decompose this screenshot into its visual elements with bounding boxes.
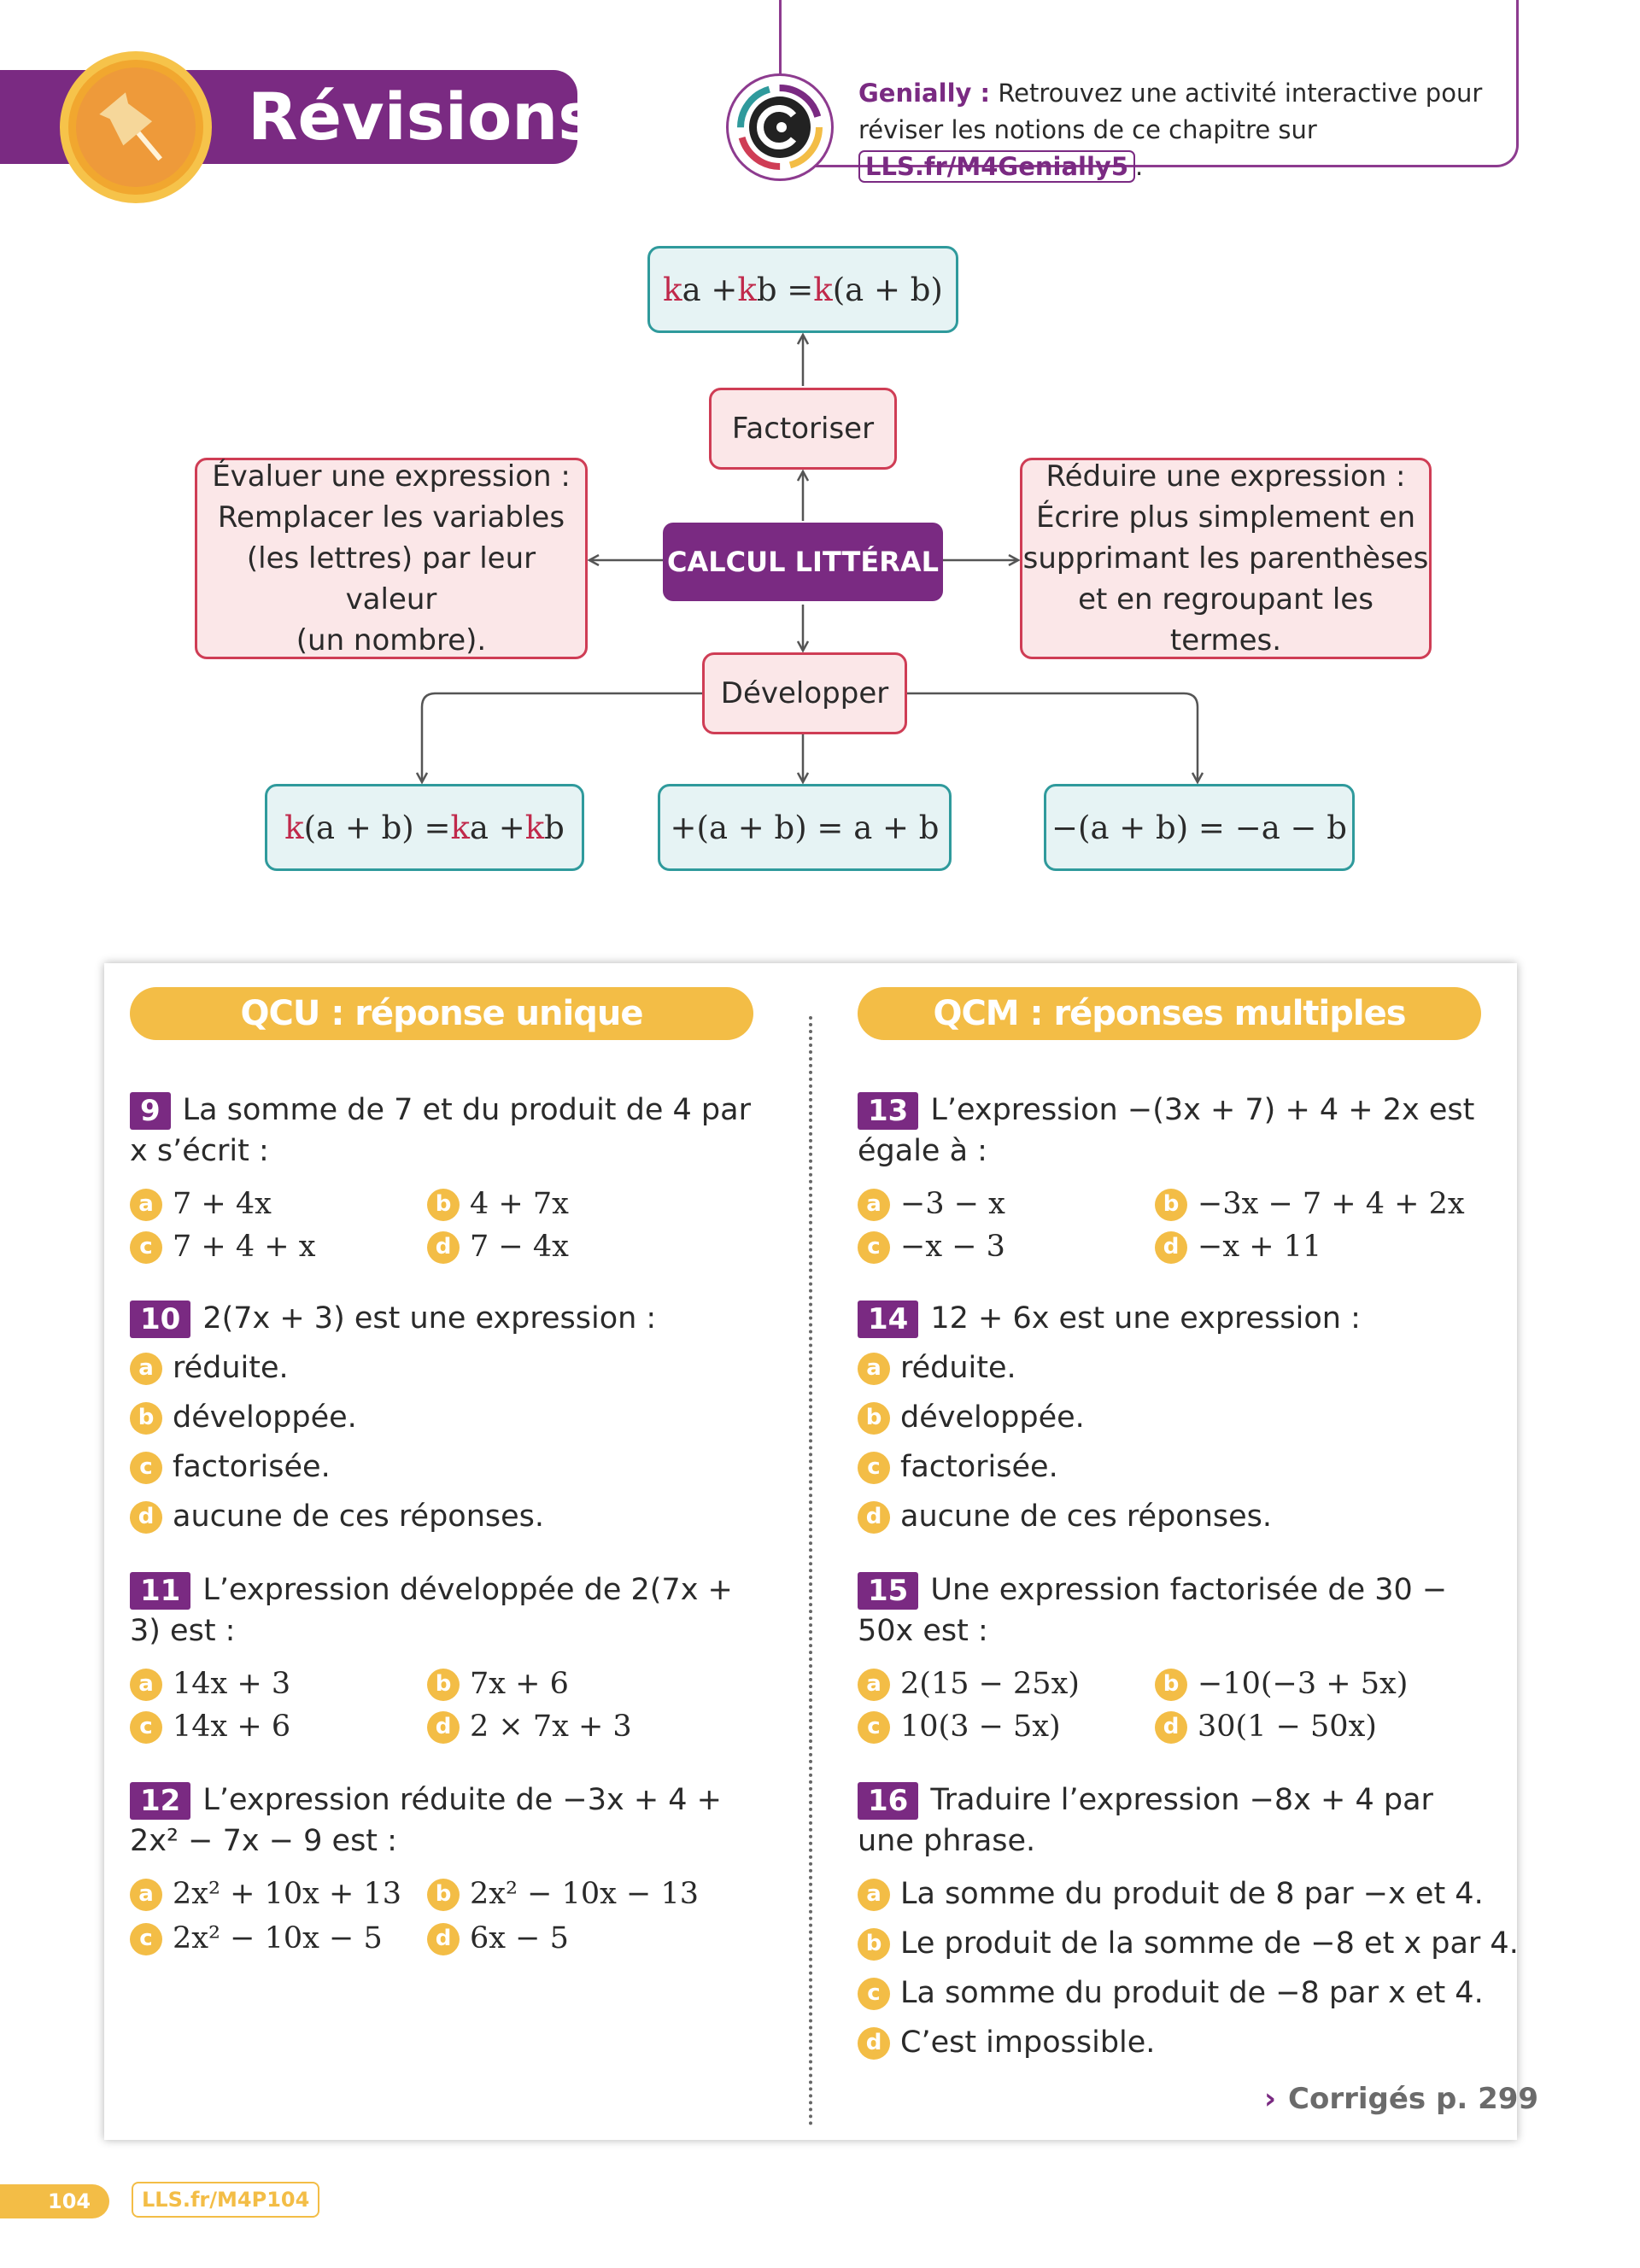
option-b[interactable]: b Le produit de la somme de −8 et x par 4. [858,1923,1519,1964]
question-text: La somme de 7 et du produit de 4 par x s’écrit : [130,1093,751,1168]
question-number: 15 [858,1572,918,1610]
question-number: 12 [130,1782,190,1820]
footer-link[interactable]: LLS.fr/M4P104 [132,2182,319,2218]
option-a[interactable]: a réduite. [858,1347,1016,1388]
question-9 [130,1090,762,1172]
question-number: 9 [130,1092,171,1130]
question-text: Traduire l’expression −8x + 4 par une phrase. [858,1783,1433,1858]
corriges-link[interactable]: › Corrigés p. 299 [1264,2082,1539,2116]
question-text: Une expression factorisée de 30 − 50x est : [858,1573,1448,1648]
option-c[interactable]: c factorisée. [130,1447,331,1488]
question-15 [858,1569,1490,1651]
chevron-right-icon: › [1264,2082,1277,2116]
question-text: 12 + 6x est une expression : [930,1301,1361,1336]
option-c[interactable]: c factorisée. [858,1447,1058,1488]
option-d[interactable]: d −x + 11 [1155,1226,1321,1267]
option-d[interactable]: d aucune de ces réponses. [858,1496,1272,1537]
question-text: L’expression réduite de −3x + 4 + 2x² − 7x − 9 est : [130,1783,723,1858]
question-text: 2(7x + 3) est une expression : [202,1301,657,1336]
option-a[interactable]: a 2(15 − 25x) [858,1663,1080,1704]
question-text: L’expression développée de 2(7x + 3) est : [130,1573,733,1648]
option-c[interactable]: c 2x² − 10x − 5 [130,1918,383,1959]
option-c[interactable]: c 10(3 − 5x) [858,1706,1061,1747]
question-text: L’expression −(3x + 7) + 4 + 2x est égale à : [858,1093,1475,1168]
option-a[interactable]: a 14x + 3 [130,1663,290,1704]
question-10 [130,1298,762,1339]
option-c[interactable]: c −x − 3 [858,1226,1005,1267]
option-a[interactable]: a 2x² + 10x + 13 [130,1873,401,1914]
question-number: 10 [130,1301,190,1338]
factoriser-box: Factoriser [709,388,897,470]
option-a[interactable]: a La somme du produit de 8 par −x et 4. [858,1873,1484,1914]
option-c[interactable]: c 14x + 6 [130,1706,290,1747]
formula-dev-3: −(a + b) = −a − b [1044,784,1355,871]
option-a[interactable]: a 7 + 4x [130,1184,272,1225]
qcu-heading: QCU : réponse unique [130,987,753,1040]
option-b[interactable]: b −3x − 7 + 4 + 2x [1155,1184,1465,1225]
option-b[interactable]: b développée. [858,1397,1085,1438]
formula-dev-1: k (a + b) = k a + k b [265,784,584,871]
option-c[interactable]: c 7 + 4 + x [130,1226,315,1267]
page-number: 104 [0,2184,109,2218]
evaluer-box: Évaluer une expression : Remplacer les variables (les lettres) par leur valeur (un nombre). [195,458,588,659]
option-b[interactable]: b 4 + 7x [427,1184,569,1225]
genially-end: . [1135,152,1144,181]
option-a[interactable]: a réduite. [130,1347,289,1388]
option-a[interactable]: a −3 − x [858,1184,1005,1225]
formula-factor: k a + k b = k (a + b) [647,246,958,333]
question-13 [858,1090,1490,1172]
option-d[interactable]: d 7 − 4x [427,1226,569,1267]
option-c[interactable]: c La somme du produit de −8 par x et 4. [858,1973,1484,2014]
calcul-litteral-center: CALCUL LITTÉRAL [663,523,943,601]
question-number: 11 [130,1572,190,1610]
option-d[interactable]: d aucune de ces réponses. [130,1496,544,1537]
question-11 [130,1569,762,1651]
question-14 [858,1298,1490,1339]
option-b[interactable]: b développée. [130,1397,357,1438]
option-d[interactable]: d 30(1 − 50x) [1155,1706,1377,1747]
option-d[interactable]: d C’est impossible. [858,2022,1155,2063]
question-number: 16 [858,1782,918,1820]
genially-description: Retrouvez une activité interactive pour réviser les notions de ce chapitre sur [858,79,1483,144]
reduire-box: Réduire une expression : Écrire plus simplement en supprimant les parenthèses et en regroupant les termes. [1020,458,1432,659]
qcm-heading: QCM : réponses multiples [858,987,1481,1040]
question-number: 13 [858,1092,918,1130]
page-title: Révisions [248,79,597,155]
option-b[interactable]: b −10(−3 + 5x) [1155,1663,1408,1704]
developper-box: Développer [702,652,907,734]
option-b[interactable]: b 7x + 6 [427,1663,569,1704]
question-number: 14 [858,1301,918,1338]
column-divider [809,1016,812,2126]
question-16 [858,1780,1490,1862]
genially-link[interactable]: LLS.fr/M4Genially5 [858,150,1135,183]
option-d[interactable]: d 6x − 5 [427,1918,569,1959]
question-12 [130,1780,762,1862]
genially-label: Genially : [858,79,991,108]
option-b[interactable]: b 2x² − 10x − 13 [427,1873,699,1914]
option-d[interactable]: d 2 × 7x + 3 [427,1706,632,1747]
formula-dev-2: +(a + b) = a + b [658,784,952,871]
